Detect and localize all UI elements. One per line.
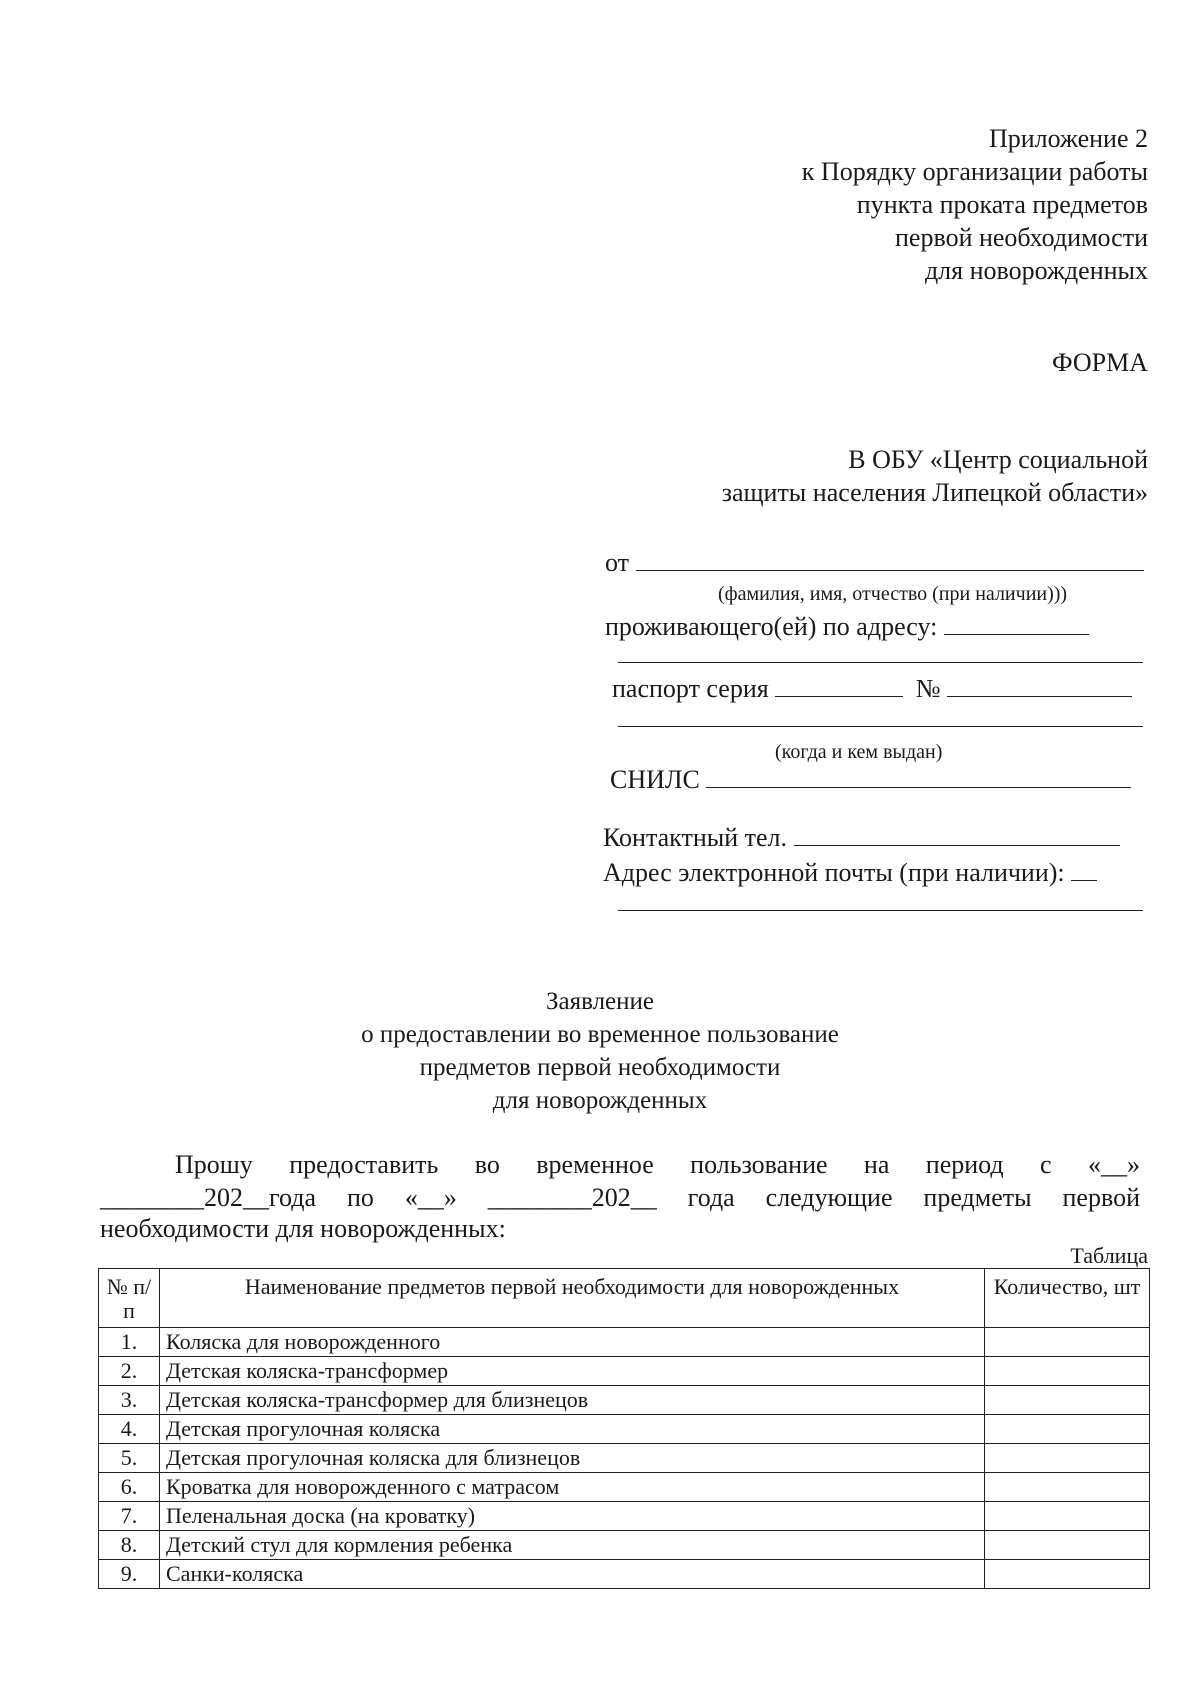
addressee-line: защиты населения Липецкой области» (721, 478, 1148, 507)
row-num: 1. (99, 1328, 160, 1357)
table-label: Таблица (1070, 1243, 1148, 1268)
passport-row (612, 674, 1132, 704)
passport-series-field[interactable] (775, 674, 903, 697)
appendix-line: для новорожденных (924, 256, 1148, 285)
email-row-2 (618, 888, 1143, 918)
table-row (99, 1502, 1150, 1531)
phone-row (603, 823, 1120, 853)
table-row (99, 1328, 1150, 1357)
table-row (99, 1415, 1150, 1444)
table-header-row (99, 1269, 1150, 1328)
issued-hint: (когда и кем выдан) (775, 741, 943, 763)
email-row (603, 858, 1097, 888)
header-name: Наименование предметов первой необходимости для новорожденных (160, 1269, 985, 1328)
phone-label: Контактный тел. (603, 823, 788, 852)
email-field-2[interactable] (618, 888, 1143, 911)
row-qty-cell[interactable] (985, 1357, 1150, 1386)
row-name: Детская коляска-трансформер (160, 1357, 985, 1386)
from-label: от (605, 548, 630, 577)
passport-number-label: № (915, 674, 941, 703)
row-num: 3. (99, 1386, 160, 1415)
row-qty-cell[interactable] (985, 1415, 1150, 1444)
request-line-3: необходимости для новорожденных: (100, 1214, 506, 1243)
from-row (605, 548, 1144, 578)
passport-number-field[interactable] (947, 674, 1132, 697)
snils-row (610, 765, 1131, 795)
address-field-2[interactable] (618, 640, 1143, 663)
passport-row-2 (618, 704, 1143, 734)
row-name: Детская прогулочная коляска (160, 1415, 985, 1444)
row-num: 7. (99, 1502, 160, 1531)
header-qty: Количество, шт (985, 1269, 1150, 1328)
email-field[interactable] (1071, 858, 1097, 881)
row-qty-cell[interactable] (985, 1328, 1150, 1357)
row-num: 2. (99, 1357, 160, 1386)
address-label: проживающего(ей) по адресу: (605, 612, 938, 641)
row-qty-cell[interactable] (985, 1473, 1150, 1502)
title-line: предметов первой необходимости (419, 1054, 781, 1081)
row-num: 5. (99, 1444, 160, 1473)
appendix-line: Приложение 2 (988, 124, 1148, 153)
row-name: Детская прогулочная коляска для близнецов (160, 1444, 985, 1473)
request-line-1: Прошу предоставить во временное пользование на период с «__» (175, 1150, 1140, 1179)
row-name: Кроватка для новорожденного с матрасом (160, 1473, 985, 1502)
items-table (98, 1268, 1150, 1589)
appendix-line: первой необходимости (895, 223, 1148, 252)
request-line-2: ________202__года по «__» ________202__ года следующие предметы первой (100, 1183, 1140, 1212)
form-label: ФОРМА (1052, 348, 1148, 377)
row-qty-cell[interactable] (985, 1444, 1150, 1473)
appendix-line: пункта проката предметов (856, 190, 1148, 219)
row-qty-cell[interactable] (985, 1386, 1150, 1415)
table-row (99, 1357, 1150, 1386)
row-name: Детский стул для кормления ребенка (160, 1531, 985, 1560)
table-row (99, 1560, 1150, 1589)
title-line: Заявление (545, 988, 655, 1015)
appendix-line: к Порядку организации работы (801, 157, 1148, 186)
table-row (99, 1473, 1150, 1502)
passport-issued-field[interactable] (618, 704, 1143, 727)
email-label: Адрес электронной почты (при наличии): (603, 858, 1065, 887)
row-num: 6. (99, 1473, 160, 1502)
row-name: Коляска для новорожденного (160, 1328, 985, 1357)
name-hint: (фамилия, имя, отчество (при наличии))) (718, 583, 1068, 605)
passport-label: паспорт серия (612, 674, 769, 703)
row-qty-cell[interactable] (985, 1531, 1150, 1560)
application-title (0, 985, 1200, 1117)
name-field[interactable] (636, 548, 1144, 571)
addressee (722, 443, 1148, 509)
title-line: для новорожденных (492, 1087, 708, 1114)
phone-field[interactable] (794, 823, 1120, 846)
snils-field[interactable] (706, 765, 1131, 788)
row-name: Пеленальная доска (на кроватку) (160, 1502, 985, 1531)
title-line: о предоставлении во временное пользование (361, 1021, 839, 1048)
address-row (605, 612, 1089, 642)
row-num: 4. (99, 1415, 160, 1444)
row-name: Детская коляска-трансформер для близнецов (160, 1386, 985, 1415)
row-num: 9. (99, 1560, 160, 1589)
row-num: 8. (99, 1531, 160, 1560)
appendix-header (802, 122, 1148, 287)
table-row (99, 1531, 1150, 1560)
address-row-2 (618, 640, 1143, 670)
table-row (99, 1444, 1150, 1473)
table-row (99, 1386, 1150, 1415)
address-field[interactable] (944, 612, 1089, 635)
addressee-line: В ОБУ «Центр социальной (848, 445, 1148, 474)
row-qty-cell[interactable] (985, 1502, 1150, 1531)
row-qty-cell[interactable] (985, 1560, 1150, 1589)
row-name: Санки-коляска (160, 1560, 985, 1589)
header-num: № п/п (99, 1269, 160, 1328)
snils-label: СНИЛС (610, 765, 700, 794)
